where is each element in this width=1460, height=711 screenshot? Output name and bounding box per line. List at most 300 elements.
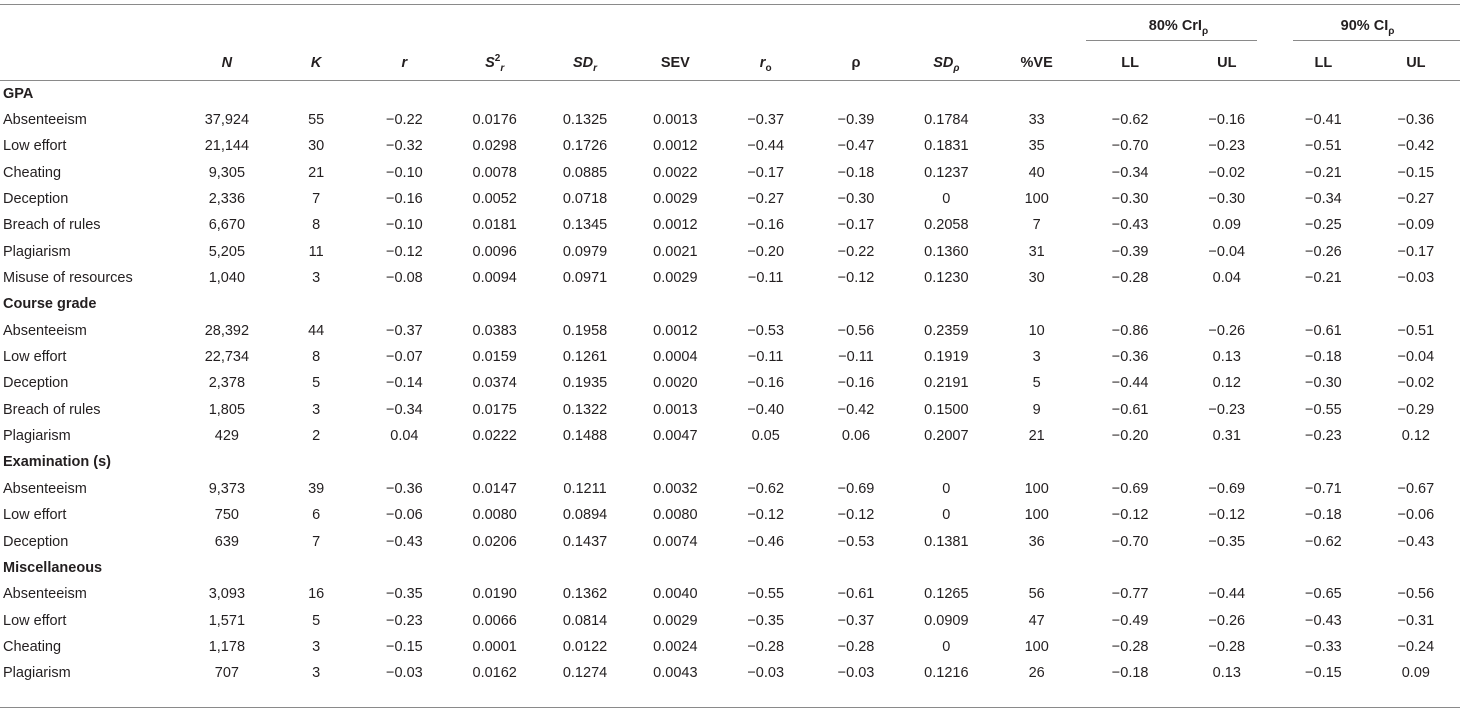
table-cell: 0.0374	[472, 375, 517, 392]
table-row	[0, 133, 1460, 159]
table-cell: −0.12	[1111, 507, 1149, 524]
col-s2r-sup: 2	[494, 52, 501, 64]
table-cell: 0.12	[1401, 428, 1430, 445]
table-cell: −0.31	[1397, 612, 1435, 629]
row-label: Deception	[3, 533, 69, 550]
table-cell: −0.44	[1111, 375, 1149, 392]
table-cell: 639	[214, 533, 239, 550]
table-cell: 0.09	[1212, 217, 1241, 234]
row-label: Deception	[3, 191, 69, 208]
table-cell: −0.03	[386, 665, 423, 682]
table-cell: 0.0021	[653, 243, 698, 260]
table-cell: −0.61	[1305, 322, 1342, 339]
col-s2r-base: S	[485, 54, 495, 71]
table-bottom-rule	[0, 707, 1460, 708]
row-label: Plagiarism	[3, 665, 71, 682]
table-cell: 0.0814	[562, 612, 608, 629]
table-cell: 0.0066	[472, 612, 517, 629]
table-cell: 0	[942, 480, 951, 497]
table-cell: −0.10	[386, 164, 423, 181]
row-label: Absenteeism	[3, 322, 87, 339]
table-cell: −0.35	[1208, 533, 1246, 550]
table-cell: −0.35	[386, 586, 423, 603]
row-label: Absenteeism	[3, 586, 87, 603]
table-cell: 0.1237	[924, 164, 969, 181]
table-cell: −0.71	[1305, 480, 1342, 497]
table-cell: −0.04	[1397, 349, 1435, 366]
table-cell: 7	[312, 191, 321, 208]
table-cell: −0.06	[1397, 507, 1435, 524]
col-r: r	[401, 54, 408, 71]
table-row	[0, 528, 1460, 554]
table-cell: −0.20	[747, 243, 785, 260]
table-cell: −0.34	[386, 401, 423, 418]
table-cell: −0.16	[386, 191, 423, 208]
section-header-row	[0, 449, 1460, 475]
table-cell: 0.0012	[653, 322, 698, 339]
table-cell: −0.21	[1305, 270, 1342, 287]
row-label: Low effort	[3, 138, 67, 155]
table-cell: −0.34	[1305, 191, 1342, 208]
table-cell: −0.18	[837, 164, 875, 181]
table-cell: −0.46	[747, 533, 785, 550]
table-cell: 0.09	[1401, 665, 1430, 682]
table-cell: −0.41	[1305, 112, 1342, 129]
table-row	[0, 160, 1460, 186]
table-cell: 33	[1028, 112, 1045, 129]
table-cell: −0.36	[386, 480, 423, 497]
row-label: Breach of rules	[3, 217, 101, 234]
col-sdr	[540, 45, 630, 81]
table-cell: −0.67	[1397, 480, 1435, 497]
table-cell: 0.04	[390, 428, 419, 445]
table-cell: 5	[312, 375, 321, 392]
table-cell: 0.0176	[472, 112, 517, 129]
table-cell: 21	[1028, 428, 1045, 445]
table-cell: −0.02	[1208, 164, 1246, 181]
table-cell: 0.0206	[472, 533, 517, 550]
table-cell: −0.56	[1397, 586, 1435, 603]
table-cell: 0.0074	[653, 533, 698, 550]
row-label: Plagiarism	[3, 243, 71, 260]
col-n: N	[221, 54, 233, 71]
header-row	[0, 45, 1460, 81]
table-cell: 0.1322	[562, 401, 608, 418]
col-ci-ll: LL	[1314, 54, 1333, 71]
row-label: Cheating	[3, 638, 62, 655]
col-sdrho-sub: ρ	[953, 62, 960, 74]
table-cell: −0.16	[1208, 112, 1246, 129]
table-cell: −0.16	[747, 217, 785, 234]
table-cell: −0.39	[1111, 243, 1149, 260]
section-header-row	[0, 555, 1460, 581]
table-cell: 0.1831	[924, 138, 969, 155]
table-cell: −0.10	[386, 217, 423, 234]
table-cell: 0.2359	[924, 322, 969, 339]
table-cell: 0.0024	[653, 638, 698, 655]
table-cell: 0.0047	[653, 428, 698, 445]
table-cell: 0.1726	[562, 138, 608, 155]
table-cell: 0.0122	[562, 638, 608, 655]
table-cell: 0.1488	[562, 428, 608, 445]
row-label: Low effort	[3, 349, 67, 366]
table-cell: −0.43	[1305, 612, 1342, 629]
table-cell: −0.36	[1397, 112, 1435, 129]
table-cell: 0.04	[1212, 270, 1241, 287]
table-cell: −0.26	[1208, 612, 1246, 629]
table-cell: 0.0013	[653, 401, 698, 418]
table-cell: 0.13	[1212, 665, 1241, 682]
table-cell: 0	[942, 191, 951, 208]
table-cell: 0.0979	[562, 243, 608, 260]
table-cell: 40	[1028, 164, 1045, 181]
section-title: Course grade	[3, 296, 97, 313]
table-row	[0, 344, 1460, 370]
table-cell: 0.1360	[924, 243, 969, 260]
col-sev: SEV	[660, 54, 690, 71]
table-cell: 0.2007	[924, 428, 969, 445]
table-row	[0, 107, 1460, 133]
cri-group-header	[1082, 5, 1275, 46]
table-cell: −0.17	[747, 164, 785, 181]
table-cell: 707	[214, 665, 239, 682]
table-row	[0, 212, 1460, 238]
table-row	[0, 265, 1460, 291]
table-cell: 6,670	[208, 217, 246, 234]
row-label: Absenteeism	[3, 480, 87, 497]
table-cell: −0.12	[747, 507, 785, 524]
table-cell: −0.77	[1111, 586, 1149, 603]
table-cell: 0.0004	[653, 349, 698, 366]
table-cell: −0.61	[837, 586, 875, 603]
table-cell: 0.0032	[653, 480, 698, 497]
table-row	[0, 239, 1460, 265]
table-cell: 0.0147	[472, 480, 517, 497]
table-cell: −0.69	[837, 480, 875, 497]
table-cell: 11	[308, 243, 324, 260]
table-cell: 0.0020	[653, 375, 698, 392]
table-cell: 0.0718	[562, 191, 608, 208]
table-row	[0, 581, 1460, 607]
table-cell: −0.18	[1111, 665, 1149, 682]
col-s2r	[450, 45, 540, 81]
col-sdr-sub: r	[593, 62, 598, 74]
table-cell: 0.1381	[924, 533, 969, 550]
table-cell: −0.35	[747, 612, 785, 629]
table-cell: −0.61	[1111, 401, 1149, 418]
table-cell: −0.32	[386, 138, 423, 155]
table-cell: 0.1437	[562, 533, 608, 550]
table-cell: 0.0029	[653, 270, 698, 287]
table-cell: 100	[1024, 480, 1049, 497]
table-cell: 28,392	[204, 322, 250, 339]
table-cell: −0.27	[747, 191, 785, 208]
table-cell: −0.03	[1397, 270, 1435, 287]
table-cell: 0.1935	[562, 375, 608, 392]
table-cell: −0.62	[747, 480, 785, 497]
table-cell: −0.42	[837, 401, 875, 418]
table-cell: 2	[312, 428, 321, 445]
row-label: Low effort	[3, 612, 67, 629]
table-cell: −0.18	[1305, 507, 1342, 524]
section-header-row	[0, 291, 1460, 317]
table-cell: 0.12	[1212, 375, 1241, 392]
table-cell: 100	[1024, 507, 1049, 524]
table-cell: 0.1230	[924, 270, 969, 287]
row-label: Absenteeism	[3, 112, 87, 129]
table-cell: 3	[312, 665, 321, 682]
table-cell: 0.1211	[563, 480, 607, 497]
table-cell: −0.69	[1208, 480, 1246, 497]
table-cell: 0.0078	[472, 164, 517, 181]
table-cell: −0.28	[837, 638, 875, 655]
table-cell: −0.12	[1208, 507, 1246, 524]
table-cell: 3	[312, 638, 321, 655]
table-cell: −0.25	[1305, 217, 1342, 234]
table-cell: −0.62	[1305, 533, 1342, 550]
table-cell: 1,571	[208, 612, 246, 629]
row-label: Low effort	[3, 507, 67, 524]
table-cell: −0.23	[1208, 138, 1246, 155]
table-cell: −0.08	[386, 270, 423, 287]
row-label: Plagiarism	[3, 428, 71, 445]
table-cell: 0.0040	[653, 586, 698, 603]
table-cell: −0.28	[1111, 638, 1149, 655]
table-cell: 16	[308, 586, 325, 603]
table-cell: −0.30	[1305, 375, 1342, 392]
section-header-row	[0, 81, 1460, 107]
table-cell: −0.16	[837, 375, 875, 392]
table-cell: −0.17	[837, 217, 875, 234]
table-cell: −0.28	[1111, 270, 1149, 287]
table-cell: 0.0885	[562, 164, 608, 181]
table-cell: −0.03	[747, 665, 785, 682]
table-cell: −0.14	[386, 375, 423, 392]
table-cell: 47	[1028, 612, 1045, 629]
table-cell: 0.1216	[924, 665, 969, 682]
table-row	[0, 397, 1460, 423]
table-cell: 36	[1028, 533, 1045, 550]
table-row	[0, 607, 1460, 633]
table-cell: 21,144	[204, 138, 250, 155]
table-cell: −0.23	[386, 612, 423, 629]
table-cell: −0.03	[837, 665, 875, 682]
table-cell: −0.56	[837, 322, 875, 339]
table-cell: −0.33	[1305, 638, 1342, 655]
table-cell: 7	[1032, 217, 1041, 234]
table-cell: −0.43	[1397, 533, 1435, 550]
ci-label: 90% CI	[1340, 18, 1389, 34]
table-cell: −0.43	[386, 533, 423, 550]
ci-sub: ρ	[1388, 25, 1395, 37]
table-cell: 37,924	[204, 112, 250, 129]
table-cell: −0.62	[1111, 112, 1149, 129]
section-title: Miscellaneous	[3, 559, 103, 576]
col-rho: ρ	[851, 54, 861, 71]
table-cell: 0.0080	[472, 507, 517, 524]
results-table	[0, 4, 1460, 686]
table-cell: −0.44	[747, 138, 785, 155]
table-cell: −0.70	[1111, 138, 1149, 155]
table-cell: −0.16	[747, 375, 785, 392]
table-cell: 0.1345	[562, 217, 608, 234]
table-cell: 7	[312, 533, 321, 550]
table-cell: −0.22	[386, 112, 423, 129]
table-cell: −0.27	[1397, 191, 1435, 208]
table-cell: −0.20	[1111, 428, 1149, 445]
cri-label: 80% CrI	[1148, 18, 1202, 34]
table-row	[0, 476, 1460, 502]
header-group-row	[0, 5, 1460, 46]
cri-sub: ρ	[1201, 25, 1209, 37]
section-title: GPA	[3, 85, 34, 102]
table-cell: −0.11	[838, 349, 874, 366]
table-cell: 0.31	[1212, 428, 1241, 445]
table-cell: 0.0175	[472, 401, 517, 418]
col-ro	[721, 45, 811, 81]
table-cell: 100	[1024, 638, 1049, 655]
table-cell: 0.0001	[472, 638, 517, 655]
table-cell: −0.12	[386, 243, 423, 260]
table-cell: 26	[1028, 665, 1045, 682]
table-cell: −0.28	[747, 638, 785, 655]
table-cell: −0.28	[1208, 638, 1246, 655]
table-cell: 3	[312, 270, 321, 287]
table-cell: 56	[1028, 586, 1045, 603]
table-cell: −0.37	[837, 612, 875, 629]
table-cell: −0.69	[1111, 480, 1149, 497]
table-cell: −0.30	[1111, 191, 1149, 208]
table-cell: −0.51	[1305, 138, 1342, 155]
table-cell: 0.05	[751, 428, 780, 445]
table-cell: 55	[308, 112, 325, 129]
section-title: Examination (s)	[3, 454, 111, 471]
table-cell: 9	[1032, 401, 1041, 418]
table-cell: 8	[312, 349, 321, 366]
table-cell: 21	[308, 164, 325, 181]
table-cell: 0.0222	[472, 428, 517, 445]
table-cell: 0.0909	[924, 612, 969, 629]
table-cell: −0.43	[1111, 217, 1149, 234]
col-sdrho-base: SD	[933, 54, 954, 71]
row-label: Cheating	[3, 164, 62, 181]
table-cell: −0.86	[1111, 322, 1149, 339]
col-ci-ul: UL	[1406, 54, 1426, 71]
table-cell: 0.1325	[562, 112, 608, 129]
table-cell: −0.37	[386, 322, 423, 339]
table-cell: −0.44	[1208, 586, 1246, 603]
table-cell: −0.30	[1208, 191, 1246, 208]
table-cell: 0.0012	[653, 217, 698, 234]
col-sdr-base: SD	[572, 54, 594, 71]
table-cell: 0.0012	[653, 138, 698, 155]
table-cell: −0.21	[1305, 164, 1342, 181]
table-cell: 0.13	[1212, 349, 1241, 366]
table-cell: 0.1958	[562, 322, 608, 339]
table-cell: −0.11	[747, 349, 784, 366]
table-cell: 6	[312, 507, 321, 524]
table-cell: 0.2058	[924, 217, 969, 234]
table-cell: 3	[312, 401, 321, 418]
table-cell: 1,178	[208, 638, 246, 655]
table-cell: 0.0096	[472, 243, 517, 260]
table-cell: −0.36	[1111, 349, 1149, 366]
table-cell: 0.0894	[562, 507, 608, 524]
row-label: Breach of rules	[3, 401, 101, 418]
table-cell: −0.40	[747, 401, 785, 418]
table-cell: −0.18	[1305, 349, 1342, 366]
table-cell: 3	[1032, 349, 1041, 366]
table-cell: 0.1784	[924, 112, 969, 129]
table-cell: 22,734	[204, 349, 250, 366]
table-cell: −0.29	[1397, 401, 1435, 418]
table-cell: −0.24	[1397, 638, 1435, 655]
col-sdrho	[901, 45, 991, 81]
table-cell: 0.0013	[653, 112, 698, 129]
table-cell: 31	[1028, 243, 1045, 260]
col-s2r-sub: r	[500, 62, 505, 74]
table-cell: 0.1500	[924, 401, 969, 418]
table-cell: 30	[308, 138, 325, 155]
table-cell: 5	[1032, 375, 1041, 392]
table-cell: 0.06	[841, 428, 871, 445]
table-cell: −0.26	[1305, 243, 1342, 260]
table-cell: −0.26	[1208, 322, 1246, 339]
table-cell: −0.15	[1305, 665, 1342, 682]
table-cell: 0.0181	[472, 217, 517, 234]
table-cell: 10	[1028, 322, 1045, 339]
table-body	[0, 81, 1460, 687]
table-cell: 0.0094	[472, 270, 517, 287]
table-cell: −0.02	[1397, 375, 1435, 392]
table-row	[0, 502, 1460, 528]
table-cell: −0.17	[1397, 243, 1435, 260]
row-label: Misuse of resources	[3, 270, 133, 287]
table-cell: −0.47	[837, 138, 875, 155]
table-cell: 44	[308, 322, 325, 339]
table-cell: −0.30	[837, 191, 875, 208]
table-row	[0, 634, 1460, 660]
table-cell: 0.2191	[924, 375, 969, 392]
table-cell: 9,305	[208, 164, 246, 181]
table-cell: 0.1274	[562, 665, 608, 682]
table-cell: 0.0190	[472, 586, 517, 603]
table-cell: 35	[1028, 138, 1045, 155]
table-row	[0, 423, 1460, 449]
table-row	[0, 318, 1460, 344]
table-cell: −0.65	[1305, 586, 1342, 603]
table-cell: 5,205	[208, 243, 246, 260]
table-cell: −0.07	[386, 349, 423, 366]
table-cell: 0.0298	[472, 138, 517, 155]
table-cell: −0.70	[1111, 533, 1149, 550]
table-cell: 0.0971	[562, 270, 608, 287]
ci-group-header	[1275, 5, 1460, 46]
table-cell: 0.0052	[472, 191, 517, 208]
table-cell: 8	[312, 217, 321, 234]
table-cell: 0	[942, 638, 951, 655]
table-cell: 0.0029	[653, 191, 698, 208]
row-label: Deception	[3, 375, 69, 392]
table-cell: 3,093	[208, 586, 246, 603]
table-cell: −0.42	[1397, 138, 1435, 155]
table-cell: −0.23	[1208, 401, 1246, 418]
table-cell: −0.04	[1208, 243, 1246, 260]
table-cell: 429	[214, 428, 239, 445]
table-row	[0, 186, 1460, 212]
table-cell: 0.1265	[924, 586, 969, 603]
col-pve: %VE	[1020, 54, 1053, 71]
